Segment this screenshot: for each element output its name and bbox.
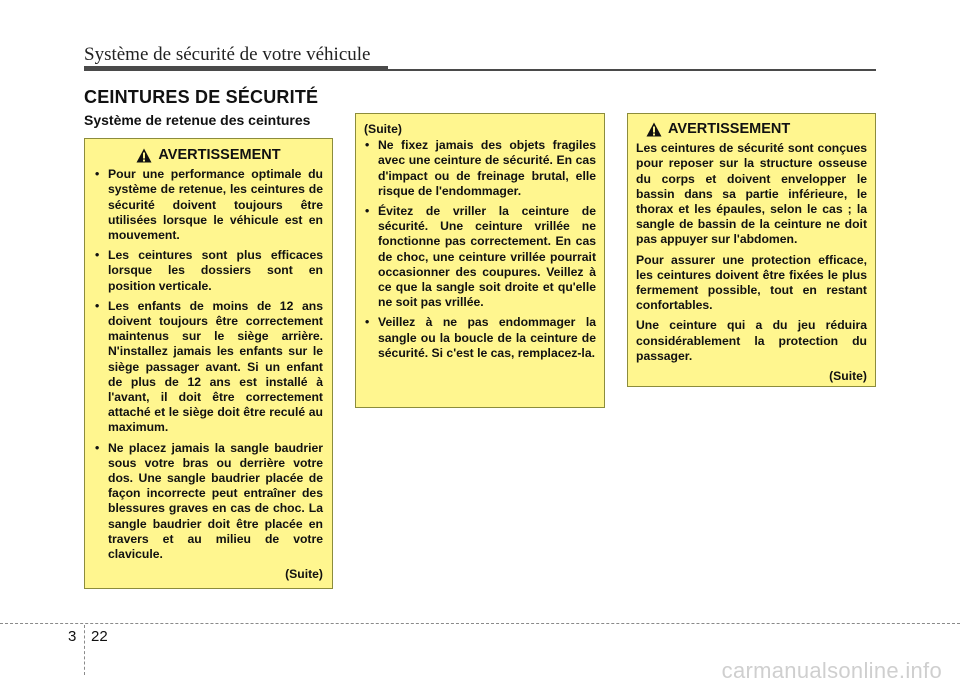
warning-paragraph: Une ceinture qui a du jeu réduira considérablement la protection du passager.: [636, 318, 867, 363]
warning-paragraph: Les ceintures de sécurité sont conçues pour reposer sur la structure osseuse du corps et doivent envelopper le bassin dans sa partie inférieure, le thorax et les épaules, selon le cas ; la sangle de bassin de la ceinture ne doit pas appuyer sur l'abdomen.: [636, 141, 867, 247]
warning-box-2: [355, 113, 605, 408]
header-rule-thin: [388, 69, 876, 71]
warning-heading-text: AVERTISSEMENT: [158, 147, 281, 163]
list-item: • Les ceintures sont plus efficaces lorsque les dossiers sont en position verticale.: [94, 248, 323, 294]
list-item: • Pour une performance optimale du système de retenue, les ceintures de sécurité doivent toujours être utilisées lorsque le véhicule est en mouvement.: [94, 167, 323, 243]
list-item: • Ne fixez jamais des objets fragiles avec une ceinture de sécurité. En cas d'impact ou de freinage brutal, elle risque de l'endommager.: [364, 138, 596, 199]
warning-heading: [94, 148, 323, 163]
page-number: 22: [91, 628, 108, 645]
warning-heading-text: AVERTISSEMENT: [668, 121, 791, 137]
subsection-title: Système de retenue des ceintures: [84, 112, 311, 128]
list-item: • Ne placez jamais la sangle baudrier sous votre bras ou derrière votre dos. Une sangle baudrier placée de façon incorrecte peut entraîner des blessures graves en cas de choc. La sangle baudrier doit être placée en travers et au milieu de votre clavicule.: [94, 441, 323, 563]
list-item: • Évitez de vriller la ceinture de sécurité. Une ceinture vrillée ne fonctionne pas correctement. En cas de choc, une ceinture vrillée pourrait occasionner des coupures. Veillez à ce que la sangle soit droite et qu'elle ne soit pas vrillée.: [364, 204, 596, 310]
continued-from-label: (Suite): [364, 122, 402, 136]
watermark-text: carmanualsonline.info: [721, 658, 942, 683]
footer-dashed-rule: [0, 623, 960, 624]
warning-list: [364, 138, 596, 361]
list-item: • Les enfants de moins de 12 ans doivent toujours être correctement maintenus sur le siège arrière. N'installez jamais les enfants sur le siège passager avant. Si un enfant de plus de 12 ans est installé à l'avant, il doit être correctement attaché et le siège doit être reculé au maximum.: [94, 299, 323, 436]
warning-box-1: [84, 138, 333, 589]
header-rule-thick: [84, 66, 388, 71]
list-item: • Veillez à ne pas endommager la sangle ou la boucle de la ceinture de sécurité. Si c'est le cas, remplacez-la.: [364, 315, 596, 361]
warning-paragraph: Pour assurer une protection efficace, les ceintures doivent être fixées le plus fermement possible, tout en restant confortables.: [636, 252, 867, 313]
warning-triangle-icon: [136, 148, 152, 163]
warning-heading: [636, 122, 867, 137]
warning-list: [94, 167, 323, 562]
footer-dashed-divider: [84, 625, 85, 675]
continued-label: (Suite): [285, 567, 323, 582]
continued-label: (Suite): [829, 369, 867, 384]
warning-box-3: [627, 113, 876, 387]
page-header-title: Système de sécurité de votre véhicule: [84, 44, 371, 65]
chapter-number: 3: [68, 628, 77, 645]
section-title: CEINTURES DE SÉCURITÉ: [84, 87, 319, 107]
warning-triangle-icon: [646, 122, 662, 137]
